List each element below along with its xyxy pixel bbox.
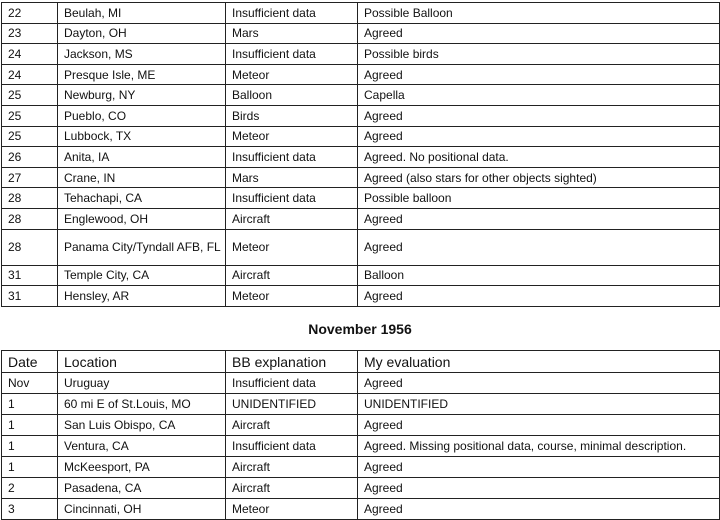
my-evaluation-cell: Agreed (also stars for other objects sighted)	[358, 167, 720, 188]
table-row	[2, 415, 720, 436]
date-cell: 2	[2, 478, 58, 499]
table-row	[2, 3, 720, 24]
october-sightings-table	[1, 2, 720, 307]
location-cell: Temple City, CA	[58, 265, 226, 286]
table-row	[2, 105, 720, 126]
my-evaluation-cell: Balloon	[358, 265, 720, 286]
bb-explanation-cell: Insufficient data	[226, 3, 358, 24]
date-cell: 25	[2, 85, 58, 106]
location-cell: McKeesport, PA	[58, 457, 226, 478]
location-cell: Hensley, AR	[58, 286, 226, 307]
table-row	[2, 286, 720, 307]
bb-explanation-cell: Aircraft	[226, 415, 358, 436]
location-cell: Pasadena, CA	[58, 478, 226, 499]
date-cell: 28	[2, 188, 58, 209]
bb-explanation-cell: Insufficient data	[226, 44, 358, 65]
my-evaluation-cell: Agreed	[358, 286, 720, 307]
bb-explanation-cell: Insufficient data	[226, 188, 358, 209]
location-cell: Newburg, NY	[58, 85, 226, 106]
bb-explanation-cell: Aircraft	[226, 457, 358, 478]
bb-explanation-cell: Meteor	[226, 286, 358, 307]
header-bb-explanation: BB explanation	[226, 351, 358, 373]
date-cell: 1	[2, 394, 58, 415]
location-cell: San Luis Obispo, CA	[58, 415, 226, 436]
bb-explanation-cell: Meteor	[226, 499, 358, 520]
header-date: Date	[2, 351, 58, 373]
bb-explanation-cell: Meteor	[226, 64, 358, 85]
date-cell: 28	[2, 208, 58, 229]
my-evaluation-cell: Agreed	[358, 126, 720, 147]
bb-explanation-cell: Aircraft	[226, 265, 358, 286]
location-cell: Cincinnati, OH	[58, 499, 226, 520]
date-cell: 22	[2, 3, 58, 24]
table-row	[2, 167, 720, 188]
location-cell: 60 mi E of St.Louis, MO	[58, 394, 226, 415]
my-evaluation-cell: Agreed	[358, 64, 720, 85]
date-cell: 31	[2, 265, 58, 286]
location-cell: Anita, IA	[58, 147, 226, 168]
bb-explanation-cell: Balloon	[226, 85, 358, 106]
location-cell: Ventura, CA	[58, 436, 226, 457]
table-row	[2, 373, 720, 394]
bb-explanation-cell: Aircraft	[226, 208, 358, 229]
date-cell: 25	[2, 105, 58, 126]
my-evaluation-cell: Agreed	[358, 208, 720, 229]
table-row	[2, 64, 720, 85]
table-header-row	[2, 351, 720, 373]
section-title: November 1956	[308, 321, 412, 337]
bb-explanation-cell: Insufficient data	[226, 147, 358, 168]
october-sightings-body	[2, 3, 720, 307]
table-row	[2, 126, 720, 147]
location-cell: Beulah, MI	[58, 3, 226, 24]
bb-explanation-cell: Insufficient data	[226, 436, 358, 457]
my-evaluation-cell: Possible Balloon	[358, 3, 720, 24]
date-cell: Nov	[2, 373, 58, 394]
my-evaluation-cell: Agreed. Missing positional data, course, minimal description.	[358, 436, 720, 457]
date-cell: 28	[2, 229, 58, 265]
my-evaluation-cell: Agreed	[358, 23, 720, 44]
bb-explanation-cell: Meteor	[226, 229, 358, 265]
my-evaluation-cell: Agreed	[358, 478, 720, 499]
my-evaluation-cell: Possible birds	[358, 44, 720, 65]
date-cell: 27	[2, 167, 58, 188]
date-cell: 31	[2, 286, 58, 307]
location-cell: Panama City/Tyndall AFB, FL	[58, 229, 226, 265]
location-cell: Crane, IN	[58, 167, 226, 188]
table-row	[2, 436, 720, 457]
date-cell: 1	[2, 415, 58, 436]
bb-explanation-cell: UNIDENTIFIED	[226, 394, 358, 415]
my-evaluation-cell: Capella	[358, 85, 720, 106]
location-cell: Jackson, MS	[58, 44, 226, 65]
my-evaluation-cell: Possible balloon	[358, 188, 720, 209]
table-row	[2, 478, 720, 499]
my-evaluation-cell: Agreed	[358, 457, 720, 478]
table-row	[2, 147, 720, 168]
date-cell: 3	[2, 499, 58, 520]
date-cell: 26	[2, 147, 58, 168]
date-cell: 23	[2, 23, 58, 44]
location-cell: Lubbock, TX	[58, 126, 226, 147]
date-cell: 25	[2, 126, 58, 147]
location-cell: Uruguay	[58, 373, 226, 394]
table-row	[2, 499, 720, 520]
table-row	[2, 229, 720, 265]
table-row	[2, 188, 720, 209]
location-cell: Dayton, OH	[58, 23, 226, 44]
table-row	[2, 44, 720, 65]
my-evaluation-cell: UNIDENTIFIED	[358, 394, 720, 415]
bb-explanation-cell: Insufficient data	[226, 373, 358, 394]
bb-explanation-cell: Mars	[226, 23, 358, 44]
table-row	[2, 265, 720, 286]
date-cell: 1	[2, 457, 58, 478]
bb-explanation-cell: Aircraft	[226, 478, 358, 499]
my-evaluation-cell: Agreed	[358, 105, 720, 126]
header-my-evaluation: My evaluation	[358, 351, 720, 373]
november-sightings-table	[1, 350, 720, 520]
my-evaluation-cell: Agreed	[358, 229, 720, 265]
bb-explanation-cell: Birds	[226, 105, 358, 126]
header-location: Location	[58, 351, 226, 373]
table-row	[2, 23, 720, 44]
date-cell: 24	[2, 64, 58, 85]
table-row	[2, 457, 720, 478]
table-row	[2, 394, 720, 415]
november-sightings-body	[2, 373, 720, 520]
location-cell: Pueblo, CO	[58, 105, 226, 126]
location-cell: Tehachapi, CA	[58, 188, 226, 209]
location-cell: Presque Isle, ME	[58, 64, 226, 85]
my-evaluation-cell: Agreed	[358, 499, 720, 520]
location-cell: Englewood, OH	[58, 208, 226, 229]
my-evaluation-cell: Agreed	[358, 373, 720, 394]
my-evaluation-cell: Agreed. No positional data.	[358, 147, 720, 168]
bb-explanation-cell: Mars	[226, 167, 358, 188]
table-row	[2, 208, 720, 229]
date-cell: 1	[2, 436, 58, 457]
table-row	[2, 85, 720, 106]
bb-explanation-cell: Meteor	[226, 126, 358, 147]
date-cell: 24	[2, 44, 58, 65]
my-evaluation-cell: Agreed	[358, 415, 720, 436]
